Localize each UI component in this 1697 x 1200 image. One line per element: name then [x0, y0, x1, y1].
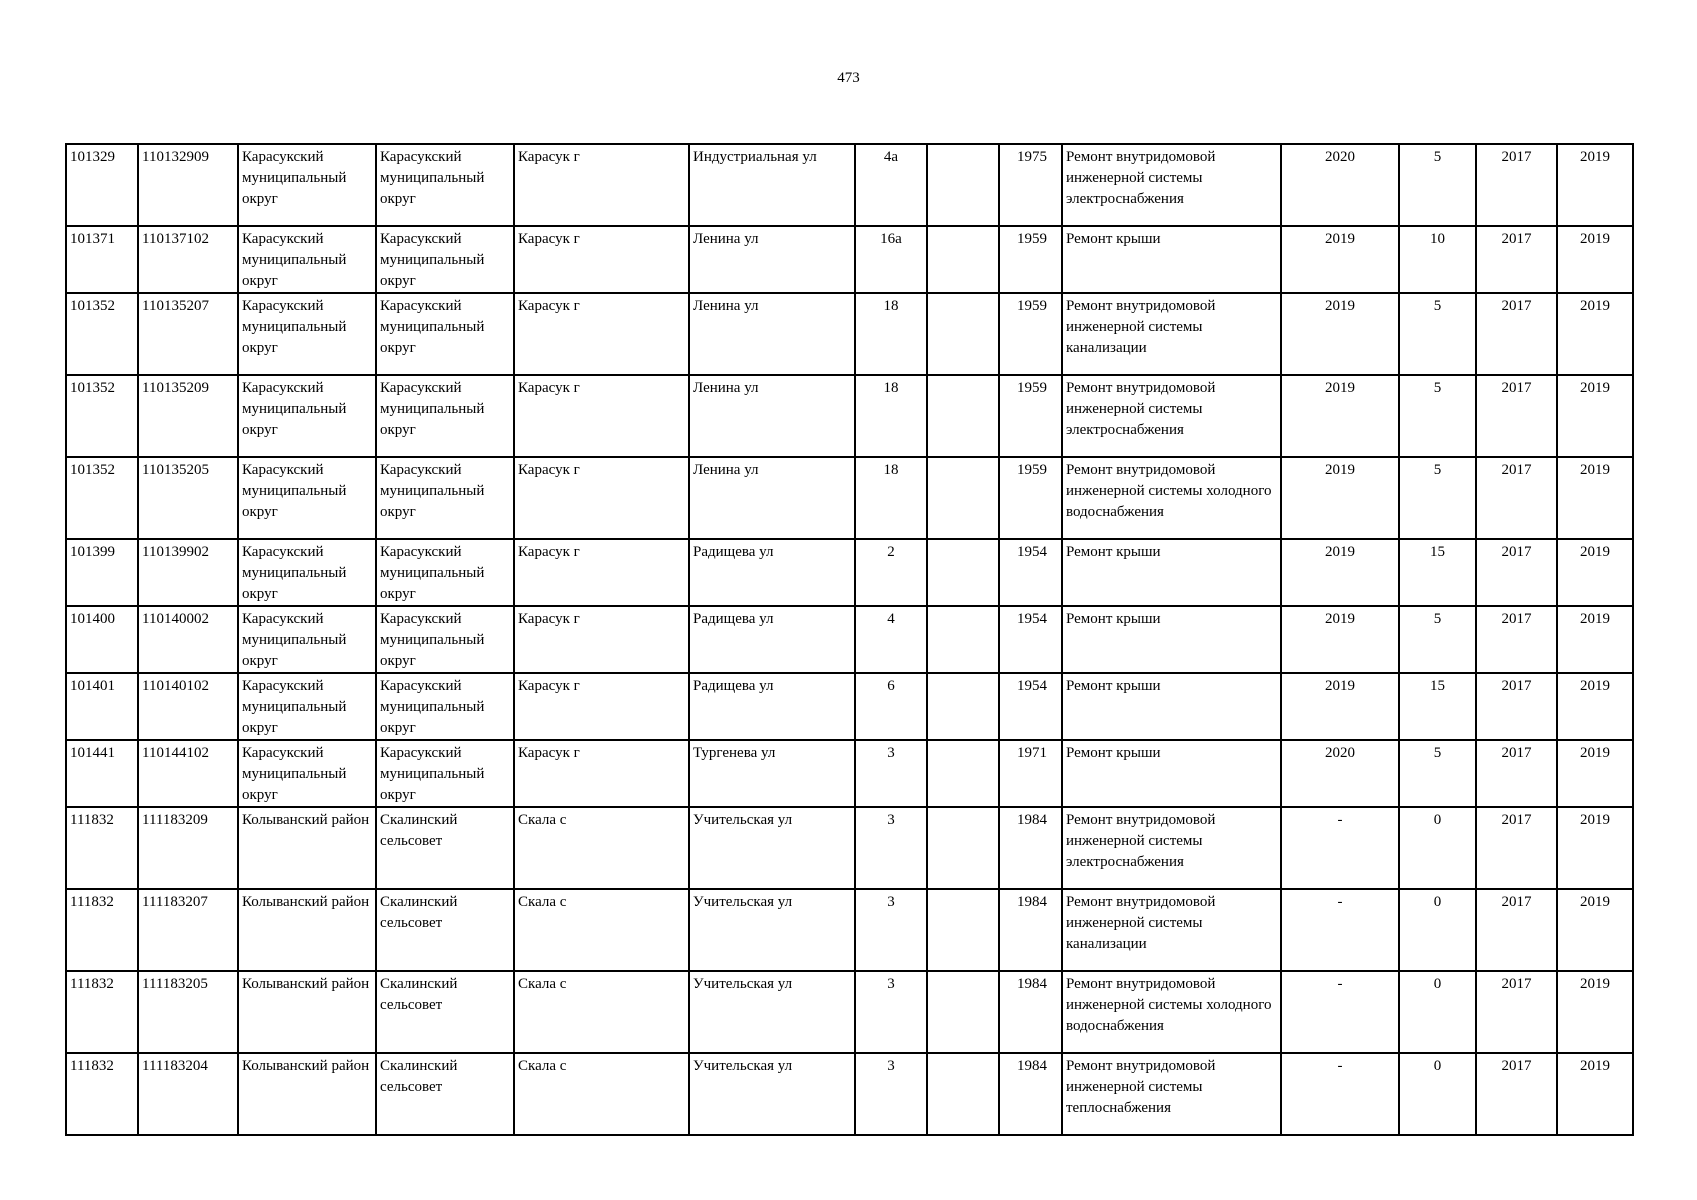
cell-year-built: 1954 [999, 539, 1062, 606]
cell-period-start: 2017 [1476, 375, 1557, 457]
cell-year-built: 1971 [999, 740, 1062, 807]
cell-year-built: 1959 [999, 226, 1062, 293]
cell-house: 3 [855, 889, 927, 971]
cell-year-built: 1984 [999, 889, 1062, 971]
cell-extra [927, 889, 999, 971]
cell-district: Карасукский муниципальный округ [238, 144, 376, 226]
cell-period-start: 2017 [1476, 144, 1557, 226]
table-row [66, 144, 1633, 226]
cell-street: Учительская ул [689, 889, 855, 971]
cell-work-type: Ремонт внутридомовой инженерной системы канализации [1062, 889, 1281, 971]
cell-settlement: Скалинский сельсовет [376, 807, 514, 889]
cell-period-start: 2017 [1476, 226, 1557, 293]
cell-district: Карасукский муниципальный округ [238, 293, 376, 375]
cell-code: 111183204 [138, 1053, 238, 1135]
table-row [66, 375, 1633, 457]
cell-plan-year: 2019 [1281, 673, 1399, 740]
cell-work-type: Ремонт крыши [1062, 539, 1281, 606]
cell-id: 101400 [66, 606, 138, 673]
cell-period-end: 2019 [1557, 889, 1633, 971]
cell-period-end: 2019 [1557, 457, 1633, 539]
cell-period-end: 2019 [1557, 971, 1633, 1053]
cell-year-built: 1984 [999, 1053, 1062, 1135]
cell-locality: Карасук г [514, 673, 689, 740]
cell-code: 111183207 [138, 889, 238, 971]
cell-locality: Скала с [514, 1053, 689, 1135]
cell-plan-year: 2019 [1281, 375, 1399, 457]
cell-number: 5 [1399, 457, 1476, 539]
cell-settlement: Карасукский муниципальный округ [376, 226, 514, 293]
cell-period-start: 2017 [1476, 807, 1557, 889]
cell-district: Карасукский муниципальный округ [238, 673, 376, 740]
cell-number: 0 [1399, 971, 1476, 1053]
cell-plan-year: 2019 [1281, 226, 1399, 293]
cell-locality: Скала с [514, 807, 689, 889]
cell-house: 6 [855, 673, 927, 740]
cell-plan-year: - [1281, 889, 1399, 971]
cell-code: 110140002 [138, 606, 238, 673]
cell-settlement: Карасукский муниципальный округ [376, 293, 514, 375]
cell-period-end: 2019 [1557, 293, 1633, 375]
cell-id: 101352 [66, 375, 138, 457]
cell-id: 101352 [66, 293, 138, 375]
cell-district: Колыванский район [238, 971, 376, 1053]
cell-period-start: 2017 [1476, 457, 1557, 539]
cell-settlement: Карасукский муниципальный округ [376, 144, 514, 226]
cell-period-start: 2017 [1476, 740, 1557, 807]
cell-period-end: 2019 [1557, 807, 1633, 889]
cell-period-end: 2019 [1557, 375, 1633, 457]
cell-period-start: 2017 [1476, 293, 1557, 375]
cell-year-built: 1959 [999, 457, 1062, 539]
cell-id: 111832 [66, 971, 138, 1053]
cell-id: 101399 [66, 539, 138, 606]
cell-settlement: Карасукский муниципальный округ [376, 539, 514, 606]
cell-extra [927, 226, 999, 293]
cell-number: 10 [1399, 226, 1476, 293]
cell-house: 18 [855, 457, 927, 539]
cell-id: 101352 [66, 457, 138, 539]
cell-number: 15 [1399, 673, 1476, 740]
cell-id: 101441 [66, 740, 138, 807]
cell-period-start: 2017 [1476, 606, 1557, 673]
cell-street: Ленина ул [689, 293, 855, 375]
cell-period-end: 2019 [1557, 606, 1633, 673]
cell-number: 5 [1399, 144, 1476, 226]
cell-extra [927, 144, 999, 226]
cell-district: Карасукский муниципальный округ [238, 226, 376, 293]
cell-code: 110137102 [138, 226, 238, 293]
cell-house: 18 [855, 293, 927, 375]
cell-district: Карасукский муниципальный округ [238, 457, 376, 539]
cell-settlement: Скалинский сельсовет [376, 971, 514, 1053]
cell-number: 5 [1399, 293, 1476, 375]
cell-extra [927, 673, 999, 740]
cell-year-built: 1954 [999, 606, 1062, 673]
cell-work-type: Ремонт внутридомовой инженерной системы электроснабжения [1062, 375, 1281, 457]
cell-code: 110139902 [138, 539, 238, 606]
table-row [66, 971, 1633, 1053]
cell-year-built: 1954 [999, 673, 1062, 740]
cell-extra [927, 740, 999, 807]
cell-settlement: Карасукский муниципальный округ [376, 457, 514, 539]
cell-district: Колыванский район [238, 1053, 376, 1135]
cell-street: Ленина ул [689, 226, 855, 293]
cell-locality: Карасук г [514, 740, 689, 807]
cell-number: 0 [1399, 807, 1476, 889]
cell-locality: Карасук г [514, 293, 689, 375]
cell-plan-year: - [1281, 1053, 1399, 1135]
cell-extra [927, 807, 999, 889]
table-row [66, 226, 1633, 293]
cell-period-end: 2019 [1557, 1053, 1633, 1135]
cell-plan-year: 2020 [1281, 144, 1399, 226]
cell-locality: Карасук г [514, 375, 689, 457]
cell-period-end: 2019 [1557, 740, 1633, 807]
cell-house: 3 [855, 740, 927, 807]
cell-district: Колыванский район [238, 807, 376, 889]
cell-period-end: 2019 [1557, 144, 1633, 226]
cell-year-built: 1984 [999, 971, 1062, 1053]
cell-house: 2 [855, 539, 927, 606]
cell-work-type: Ремонт внутридомовой инженерной системы электроснабжения [1062, 144, 1281, 226]
cell-work-type: Ремонт внутридомовой инженерной системы канализации [1062, 293, 1281, 375]
table-row [66, 889, 1633, 971]
cell-plan-year: 2020 [1281, 740, 1399, 807]
cell-code: 111183205 [138, 971, 238, 1053]
cell-period-start: 2017 [1476, 539, 1557, 606]
cell-work-type: Ремонт внутридомовой инженерной системы теплоснабжения [1062, 1053, 1281, 1135]
cell-street: Ленина ул [689, 375, 855, 457]
cell-work-type: Ремонт крыши [1062, 673, 1281, 740]
cell-extra [927, 606, 999, 673]
cell-id: 111832 [66, 807, 138, 889]
cell-code: 110132909 [138, 144, 238, 226]
cell-code: 110135205 [138, 457, 238, 539]
cell-house: 3 [855, 807, 927, 889]
cell-street: Радищева ул [689, 673, 855, 740]
cell-house: 4 [855, 606, 927, 673]
cell-plan-year: 2019 [1281, 606, 1399, 673]
page-number: 473 [837, 70, 860, 86]
cell-locality: Карасук г [514, 457, 689, 539]
cell-number: 5 [1399, 606, 1476, 673]
cell-locality: Скала с [514, 889, 689, 971]
cell-work-type: Ремонт крыши [1062, 606, 1281, 673]
cell-plan-year: 2019 [1281, 293, 1399, 375]
cell-work-type: Ремонт крыши [1062, 740, 1281, 807]
cell-code: 110135207 [138, 293, 238, 375]
cell-district: Карасукский муниципальный округ [238, 539, 376, 606]
cell-settlement: Скалинский сельсовет [376, 1053, 514, 1135]
cell-work-type: Ремонт внутридомовой инженерной системы холодного водоснабжения [1062, 971, 1281, 1053]
table-row [66, 673, 1633, 740]
cell-extra [927, 971, 999, 1053]
cell-year-built: 1959 [999, 293, 1062, 375]
cell-number: 0 [1399, 889, 1476, 971]
cell-settlement: Карасукский муниципальный округ [376, 740, 514, 807]
cell-extra [927, 293, 999, 375]
cell-settlement: Карасукский муниципальный округ [376, 606, 514, 673]
capital-repair-table [65, 143, 1634, 1136]
cell-id: 101401 [66, 673, 138, 740]
cell-id: 111832 [66, 1053, 138, 1135]
cell-number: 5 [1399, 375, 1476, 457]
cell-number: 5 [1399, 740, 1476, 807]
cell-district: Карасукский муниципальный округ [238, 740, 376, 807]
cell-district: Колыванский район [238, 889, 376, 971]
cell-id: 101371 [66, 226, 138, 293]
cell-code: 110140102 [138, 673, 238, 740]
cell-number: 15 [1399, 539, 1476, 606]
cell-period-end: 2019 [1557, 539, 1633, 606]
cell-year-built: 1975 [999, 144, 1062, 226]
table-row [66, 606, 1633, 673]
cell-plan-year: 2019 [1281, 457, 1399, 539]
cell-house: 3 [855, 1053, 927, 1135]
cell-locality: Карасук г [514, 539, 689, 606]
cell-district: Карасукский муниципальный округ [238, 375, 376, 457]
cell-street: Тургенева ул [689, 740, 855, 807]
cell-settlement: Карасукский муниципальный округ [376, 673, 514, 740]
cell-extra [927, 1053, 999, 1135]
cell-locality: Карасук г [514, 606, 689, 673]
cell-extra [927, 375, 999, 457]
cell-code: 111183209 [138, 807, 238, 889]
cell-period-start: 2017 [1476, 1053, 1557, 1135]
table-row [66, 539, 1633, 606]
table-row [66, 807, 1633, 889]
cell-house: 18 [855, 375, 927, 457]
cell-period-start: 2017 [1476, 971, 1557, 1053]
cell-extra [927, 539, 999, 606]
cell-number: 0 [1399, 1053, 1476, 1135]
cell-street: Радищева ул [689, 539, 855, 606]
cell-settlement: Скалинский сельсовет [376, 889, 514, 971]
cell-work-type: Ремонт внутридомовой инженерной системы холодного водоснабжения [1062, 457, 1281, 539]
cell-locality: Карасук г [514, 226, 689, 293]
cell-period-end: 2019 [1557, 673, 1633, 740]
cell-code: 110135209 [138, 375, 238, 457]
table-row [66, 1053, 1633, 1135]
cell-code: 110144102 [138, 740, 238, 807]
cell-district: Карасукский муниципальный округ [238, 606, 376, 673]
cell-extra [927, 457, 999, 539]
cell-street: Ленина ул [689, 457, 855, 539]
cell-period-start: 2017 [1476, 889, 1557, 971]
table-row [66, 293, 1633, 375]
cell-street: Учительская ул [689, 807, 855, 889]
table-row [66, 740, 1633, 807]
cell-street: Учительская ул [689, 971, 855, 1053]
table-row [66, 457, 1633, 539]
cell-locality: Скала с [514, 971, 689, 1053]
cell-settlement: Карасукский муниципальный округ [376, 375, 514, 457]
cell-year-built: 1959 [999, 375, 1062, 457]
cell-plan-year: 2019 [1281, 539, 1399, 606]
cell-year-built: 1984 [999, 807, 1062, 889]
cell-street: Учительская ул [689, 1053, 855, 1135]
cell-id: 111832 [66, 889, 138, 971]
cell-id: 101329 [66, 144, 138, 226]
cell-street: Радищева ул [689, 606, 855, 673]
cell-work-type: Ремонт крыши [1062, 226, 1281, 293]
cell-period-start: 2017 [1476, 673, 1557, 740]
cell-plan-year: - [1281, 971, 1399, 1053]
cell-plan-year: - [1281, 807, 1399, 889]
cell-street: Индустриальная ул [689, 144, 855, 226]
cell-house: 4а [855, 144, 927, 226]
cell-house: 16а [855, 226, 927, 293]
cell-work-type: Ремонт внутридомовой инженерной системы электроснабжения [1062, 807, 1281, 889]
cell-locality: Карасук г [514, 144, 689, 226]
cell-house: 3 [855, 971, 927, 1053]
cell-period-end: 2019 [1557, 226, 1633, 293]
